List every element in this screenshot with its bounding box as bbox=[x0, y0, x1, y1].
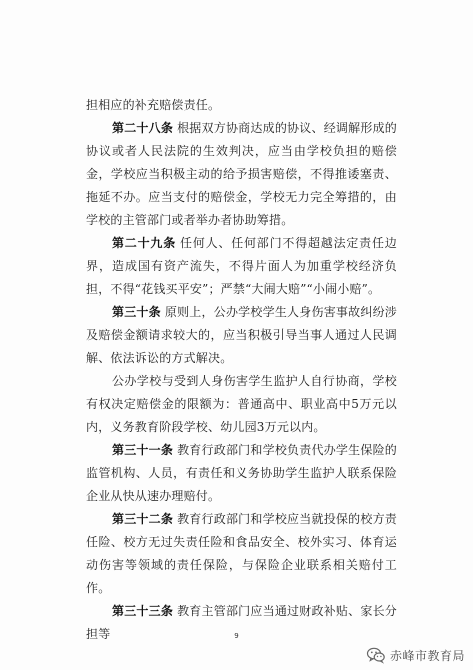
article-heading: 第三十二条 bbox=[112, 512, 174, 526]
watermark-text: 赤峰市教育局 bbox=[389, 648, 465, 663]
paragraph-text: 教育行政部门和学校负责代办学生保险的监管机构、人员，有责任和义务协助学生监护人联系保险企业从快从速办理赔付。 bbox=[86, 443, 397, 503]
article-28 bbox=[86, 117, 397, 232]
article-31 bbox=[86, 439, 397, 508]
paragraph-text: 原则上，公办学校学生人身伤害事故纠纷涉及赔偿金额请求较大的，应当积极引导当事人通过人民调解、依法诉讼的方式解决。 bbox=[86, 305, 397, 365]
paragraph-text: 教育主管部门应当通过财政补贴、家长分担等 bbox=[86, 604, 397, 641]
article-29 bbox=[86, 232, 397, 301]
watermark bbox=[366, 644, 465, 666]
article-heading: 第二十九条 bbox=[112, 236, 176, 250]
paragraph-text: 担相应的补充赔偿责任。 bbox=[86, 98, 221, 112]
article-heading: 第二十八条 bbox=[112, 121, 174, 135]
paragraph-text: 教育行政部门和学校应当就投保的校方责任险、校方无过失责任险和食品安全、校外实习、体育运动伤害等领域的责任保险，与保险企业联系相关赔付工作。 bbox=[86, 512, 397, 595]
article-heading: 第三十一条 bbox=[112, 443, 174, 457]
article-heading: 第三十三条 bbox=[112, 604, 174, 618]
article-30 bbox=[86, 301, 397, 370]
document-body bbox=[86, 94, 397, 646]
article-32 bbox=[86, 508, 397, 600]
paragraph-text: 根据双方协商达成的协议、经调解形成的协议或者人民法院的生效判决，应当由学校负担的赔偿金，学校应当积极主动的给予损害赔偿，不得推诿塞责、拖延不办。应当支付的赔偿金，学校无力完全筹措的，由学校的主管部门或者举办者协助筹措。 bbox=[86, 121, 397, 227]
paragraph-text: 任何人、任何部门不得超越法定责任边界，造成国有资产流失，不得片面人为加重学校经济负担，不得“花钱买平安”；严禁“大闹大赔”“小闹小赔”。 bbox=[86, 236, 397, 296]
article-heading: 第三十条 bbox=[112, 305, 161, 319]
paragraph bbox=[86, 370, 397, 439]
paragraph-text: 公办学校与受到人身伤害学生监护人自行协商，学校有权决定赔偿金的限额为：普通高中、职业高中5万元以内，义务教育阶段学校、幼儿园3万元以内。 bbox=[86, 374, 397, 434]
wechat-icon bbox=[366, 645, 386, 665]
page-number: 9 bbox=[234, 632, 239, 640]
paragraph bbox=[86, 94, 397, 117]
